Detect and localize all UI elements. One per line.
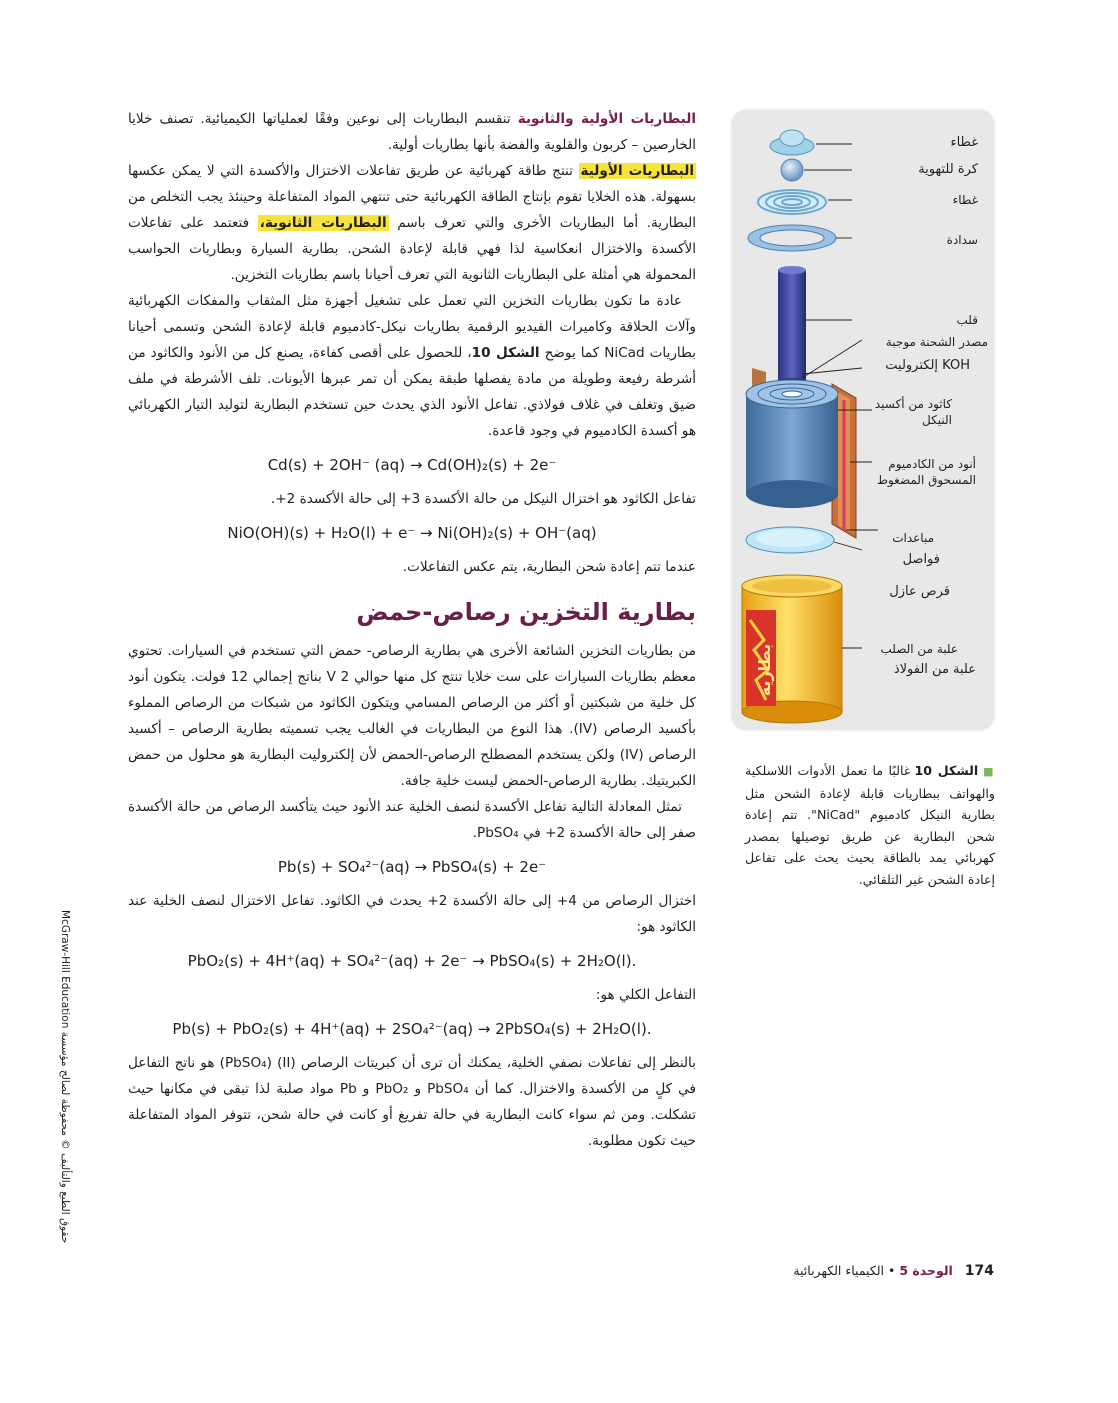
equation-overall: Pb(s) + PbO₂(s) + 4H⁺(aq) + 2SO₄²⁻(aq) → 2PbSO₄(s) + 2H₂O(l).	[172, 1020, 652, 1038]
lead-acid-paragraph: من بطاريات التخزين الشائعة الأخرى هي بطارية الرصاص- حمض التي تستخدم في السيارات. تحتوي معظم بطاريات السيارات على ست خلايا تنتج كل منها حوالي 2 V بناتج إجمالي 12 فولت. يتكون أنود كل خلية من شبكتين أو أكثر من الرصاص المسامي ويتكون الكاثود من شبكات من الرصاص المملوء بأكسيد الرصاص (IV). هذا النوع من البطاريات في الغالب يجب تسميته بطارية الرصاص – أكسيد الرصاص (IV) ولكن يستخدم المصطلح الرصاص-الحمض لأن إلكتروليت البطارية هو محلول من حمض الكبريتيك. بطارية الرصاص-الحمض ليست خلية جافة.	[128, 643, 696, 789]
main-column	[128, 106, 696, 1154]
seal-ring-icon	[748, 225, 836, 251]
insulating-disk-icon	[746, 527, 834, 553]
caption-title: الشكل 10	[914, 763, 979, 778]
overall-text: التفاعل الكلي هو:	[595, 987, 696, 1003]
section-heading: البطاريات الأولية والثانوية	[517, 111, 696, 127]
caption-bullet-icon: ■	[978, 765, 995, 778]
label-vent-ball: كرة للتهوية	[918, 162, 978, 177]
label-positive-source: مصدر الشحنة موجبة	[885, 335, 988, 349]
unit-label: الوحدة 5	[899, 1263, 953, 1278]
label-cathode: كاثود من أكسيد النيكل	[874, 397, 952, 427]
core-rod-icon	[778, 266, 806, 386]
label-koh: KOH إلكتروليت	[885, 358, 970, 373]
figure-ref: الشكل 10	[471, 345, 540, 361]
section-title-lead-acid: بطارية التخزين رصاص-حمض	[356, 598, 696, 626]
label-steel-can2: علبة من الفولاذ	[893, 662, 976, 677]
page-footer	[740, 1263, 994, 1279]
battery-word: بطارية	[755, 643, 774, 697]
cap-rings-icon	[758, 190, 826, 214]
wound-cell-icon	[746, 380, 838, 508]
label-core: قلب	[956, 313, 978, 327]
primary-paragraph: البطاريات الأولية تنتج طاقة كهربائية عن طريق تفاعلات الاختزال والأكسدة التي لا يمكن عكسها بسهولة. هذه الخلايا تقوم بإنتاج الطاقة الكهربائية حتى تنتهي المواد المتفاعلة وحينئذ يجب التخلص من البطارية. أما البطاريات الأخرى والتي تعرف باسم البطاريات الثانوية، فتعتمد على تفاعلات الأكسدة والاختزال انعكاسية لذا فهي قابلة لإعادة الشحن. بطارية السيارة وبطاريات الحواسب المحمولة هي أمثلة على البطاريات الثانوية التي تعرف أحيانا باسم بطاريات التخزين.	[128, 163, 696, 283]
vent-ball-icon	[781, 159, 803, 181]
label-seal: سدادة	[946, 233, 978, 247]
nicad-paragraph: عادة ما تكون بطاريات التخزين التي تعمل على تشغيل أجهزة مثل المثقاب والمفكات الكهربائية وآلات الحلاقة وكاميرات الفيديو الرقمية بطاريات نيكل-كادميوم قابلة لإعادة الشحن وتسمى أحيانا بطاريات NiCad كما يوضح الشكل 10، للحصول على أقصى كفاءة، يصنع كل من الأنود والكاثود من أشرطة رفيعة وطويلة من مادة يفصلها طبقة يمكن أن تمر عبرها الأيونات. تلف الأشرطة في ملف ضيق وتغلف في غلاف فولاذي. تفاعل الأنود الذي يحدث حين تستخدم البطارية لتوليد التيار الكهربائي هو أكسدة الكادميوم في وجود قاعدة.	[128, 293, 696, 439]
primary-term: البطاريات الأولية	[580, 163, 694, 179]
label-spacers: فواصل	[902, 552, 940, 567]
anode-oxidation-paragraph: تمثل المعادلة التالية تفاعل الأكسدة لنصف الخلية عند الأنود حيث يتأكسد الرصاص من حالة الأكسدة صفر إلى حالة الأكسدة 2+ في PbSO₄.	[128, 799, 696, 841]
chapter-label: الكيمياء الكهربائية	[793, 1263, 885, 1278]
recharge-text: عندما تتم إعادة شحن البطارية، يتم عكس التفاعلات.	[402, 559, 696, 575]
label-steel-can: علبة من الصلب	[880, 642, 958, 656]
cathode-text: تفاعل الكاثود هو اختزال النيكل من حالة الأكسدة 3+ إلى حالة الأكسدة 2+.	[270, 491, 696, 507]
secondary-term: البطاريات الثانوية،	[259, 215, 387, 231]
equation-anode-cd: Cd(s) + 2OH⁻ (aq) → Cd(OH)₂(s) + 2e⁻	[267, 456, 557, 474]
intro-paragraph: البطاريات الأولية والثانوية تنقسم البطاريات إلى نوعين وفقًا لعملياتها الكيميائية. تصنف خلايا الخارصين – كربون والقلوية والفضة بأنها بطاريات أولية.	[128, 111, 696, 153]
label-separators: مباعدات	[892, 531, 934, 545]
label-cap: غطاء	[950, 135, 978, 150]
label-cap2: غطاء	[952, 193, 978, 207]
equation-anode-pb: Pb(s) + SO₄²⁻(aq) → PbSO₄(s) + 2e⁻	[277, 858, 547, 876]
equation-cathode-ni: NiO(OH)(s) + H₂O(l) + e⁻ → Ni(OH)₂(s) + OH⁻(aq)	[227, 524, 597, 542]
equation-cathode-pbo2: PbO₂(s) + 4H⁺(aq) + SO₄²⁻(aq) + 2e⁻ → PbSO₄(s) + 2H₂O(l).	[187, 952, 637, 970]
cap-icon	[770, 130, 814, 155]
cathode-reduction-paragraph: اختزال الرصاص من 4+ إلى حالة الأكسدة 2+ يحدث في الكاثود. تفاعل الاختزال لنصف الخلية عند الكاثود هو:	[128, 893, 696, 935]
label-insulating-disk: قرص عازل	[889, 584, 950, 599]
page-number: 174	[964, 1263, 994, 1279]
figure-caption	[745, 760, 995, 890]
label-anode: أنود من الكادميوم المسحوق المضغوط	[876, 457, 976, 487]
conclusion-paragraph: بالنظر إلى تفاعلات نصفي الخلية، يمكنك أن ترى أن كبريتات الرصاص (II) (PbSO₄) هو ناتج التفاعل في كلٍ من الأكسدة والاختزال. كما أن PbSO₄ و PbO₂ و Pb مواد صلبة لذا تبقى في مكانها حيث تشكلت. ومن ثم سواء كانت البطارية في حالة تفريغ أو كانت في حالة شحن، تتوفر المواد المتفاعلة حيث تكون مطلوبة.	[128, 1055, 697, 1149]
caption-text: غالبًا ما تعمل الأدوات اللاسلكية والهواتف ببطاريات قابلة لإعادة الشحن مثل بطارية النيكل كادميوم "NiCad". تتم إعادة شحن البطارية عن طريق توصيلها بمصدر كهربائي يمد بالطاقة بحيث يحث على تفاعل إعادة الشحن غير التلقائي.	[745, 763, 995, 887]
footer-bullet: •	[888, 1263, 896, 1278]
copyright-side-note: حقوق الطبع والتأليف © محفوظة لصالح مؤسسة McGraw-Hill Education	[59, 910, 71, 1244]
